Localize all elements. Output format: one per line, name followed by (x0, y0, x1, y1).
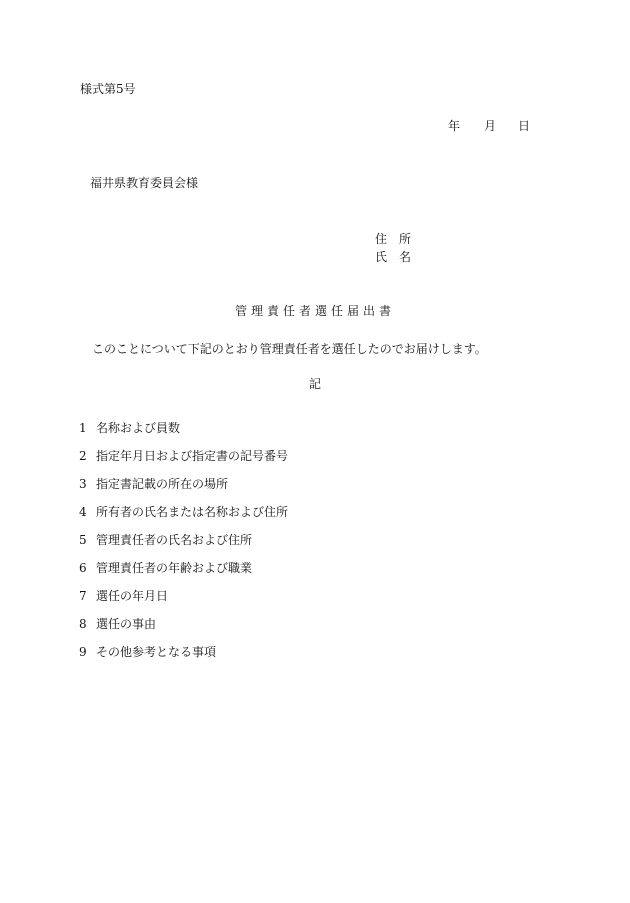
item-text: 管理責任者の年齢および職業 (96, 561, 253, 575)
recipient: 福井県教育委員会様 (90, 176, 199, 190)
list-item (79, 505, 288, 533)
intro-text: このことについて下記のとおり管理責任者を選任したのでお届けします。 (92, 342, 487, 356)
date-year-label: 年 (448, 119, 461, 133)
applicant-block (375, 232, 411, 268)
list-item (79, 617, 288, 645)
item-number: 8 (79, 617, 87, 631)
item-text: 指定書記載の所在の場所 (96, 477, 229, 491)
item-number: 4 (79, 505, 87, 519)
list-item (79, 449, 288, 477)
item-number: 2 (79, 449, 87, 463)
item-text: その他参考となる事項 (96, 645, 217, 659)
ki-label: 記 (308, 377, 321, 391)
item-text: 指定年月日および指定書の記号番号 (96, 449, 289, 463)
item-number: 9 (79, 645, 87, 659)
item-text: 選任の年月日 (96, 589, 169, 603)
item-text: 管理責任者の氏名および住所 (96, 533, 253, 547)
item-number: 1 (79, 421, 87, 435)
item-list (79, 421, 288, 673)
item-text: 選任の事由 (96, 617, 157, 631)
item-number: 5 (79, 533, 87, 547)
address-label: 住 所 (375, 232, 412, 246)
list-item (79, 477, 288, 505)
document-title: 管理責任者選任届出書 (234, 304, 395, 318)
item-text: 所有者の氏名または名称および住所 (96, 505, 289, 519)
date-line (448, 119, 530, 133)
form-number: 様式第5号 (80, 82, 136, 96)
date-day-label: 日 (518, 119, 531, 133)
list-item (79, 561, 288, 589)
list-item (79, 421, 288, 449)
list-item (79, 645, 288, 673)
item-number: 3 (79, 477, 87, 491)
name-label: 氏 名 (375, 250, 412, 264)
item-number: 6 (79, 561, 87, 575)
item-number: 7 (79, 589, 87, 603)
list-item (79, 589, 288, 617)
list-item (79, 533, 288, 561)
date-month-label: 月 (484, 119, 497, 133)
item-text: 名称および員数 (96, 421, 181, 435)
